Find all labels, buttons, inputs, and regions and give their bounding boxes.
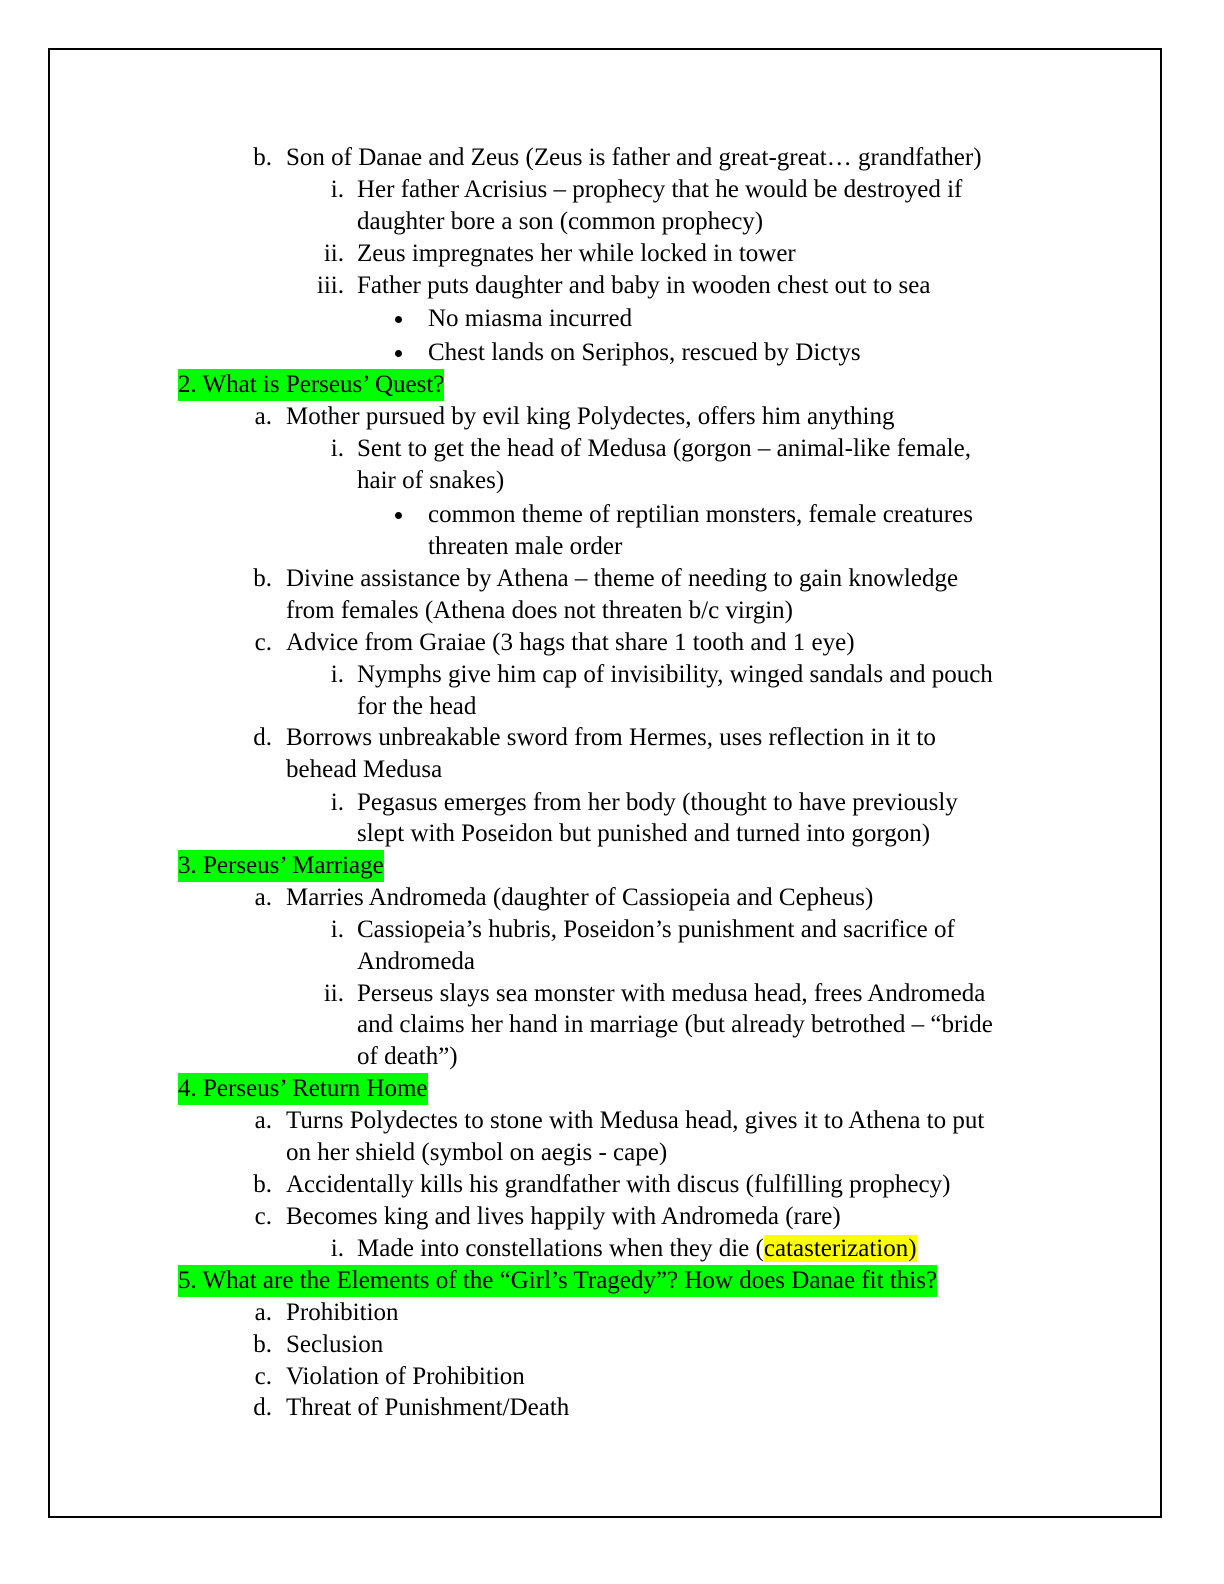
list-item-text-continued: on her shield (symbol on aegis - cape): [286, 1139, 668, 1166]
list-item-text: Son of Danae and Zeus (Zeus is father and great-great… grandfather): [286, 144, 982, 171]
list-item-text-continued: hair of snakes): [357, 467, 505, 494]
list-item-text-continued: daughter bore a son (common prophecy): [357, 208, 764, 235]
list-item-text: Zeus impregnates her while locked in tower: [357, 240, 796, 267]
list-marker: c.: [254, 1203, 272, 1230]
list-item-text: Borrows unbreakable sword from Hermes, uses reflection in it to: [286, 724, 936, 751]
list-item-text: Her father Acrisius – prophecy that he would be destroyed if: [357, 176, 963, 203]
section-heading-5: 5. What are the Elements of the “Girl’s Tragedy”? How does Danae fit this?: [178, 1265, 937, 1297]
list-marker: b.: [253, 1171, 272, 1198]
list-marker: a.: [254, 884, 272, 911]
list-item-text: Turns Polydectes to stone with Medusa head, gives it to Athena to put: [286, 1107, 985, 1134]
list-marker: d.: [253, 724, 272, 751]
list-marker: a.: [254, 1299, 272, 1326]
list-item-text: Advice from Graiae (3 hags that share 1 tooth and 1 eye): [286, 629, 855, 656]
list-item-text-continued: from females (Athena does not threaten b/c virgin): [286, 597, 794, 624]
highlighted-term: catasterization): [763, 1235, 917, 1262]
list-item-text: Nymphs give him cap of invisibility, winged sandals and pouch: [357, 661, 993, 688]
list-item-text: Violation of Prohibition: [286, 1363, 525, 1390]
list-marker: iii.: [316, 272, 344, 299]
list-marker: i.: [330, 176, 344, 203]
list-item-text-continued: of death”): [357, 1043, 458, 1070]
bullet-icon: [395, 512, 402, 519]
list-item-text: Mother pursued by evil king Polydectes, offers him anything: [286, 403, 895, 430]
list-item-text: Pegasus emerges from her body (thought to have previously: [357, 789, 958, 816]
list-item-text: Marries Andromeda (daughter of Cassiopeia and Cepheus): [286, 884, 874, 911]
list-marker: i.: [330, 661, 344, 688]
list-marker: b.: [253, 1331, 272, 1358]
section-heading-2: 2. What is Perseus’ Quest?: [178, 369, 444, 401]
list-item-text: Sent to get the head of Medusa (gorgon – animal-like female,: [357, 435, 971, 462]
list-item-text: No miasma incurred: [428, 305, 633, 332]
list-item-text: common theme of reptilian monsters, female creatures: [428, 501, 973, 528]
bullet-icon: [395, 350, 402, 357]
list-item-text-continued: Andromeda: [357, 948, 476, 975]
list-marker: c.: [254, 1363, 272, 1390]
list-item-text-continued: behead Medusa: [286, 756, 443, 783]
list-marker: b.: [253, 565, 272, 592]
list-item-text: Father puts daughter and baby in wooden chest out to sea: [357, 272, 931, 299]
list-marker: i.: [330, 789, 344, 816]
list-marker: d.: [253, 1394, 272, 1421]
list-item-text: Becomes king and lives happily with Andromeda (rare): [286, 1203, 841, 1230]
list-marker: i.: [330, 1235, 344, 1262]
list-item-text: Accidentally kills his grandfather with discus (fulfilling prophecy): [286, 1171, 951, 1198]
list-marker: ii.: [323, 240, 344, 267]
list-item-text: Threat of Punishment/Death: [286, 1394, 570, 1421]
list-marker: ii.: [323, 980, 344, 1007]
list-item-text-continued: slept with Poseidon but punished and turned into gorgon): [357, 820, 931, 847]
list-marker: c.: [254, 629, 272, 656]
list-marker: a.: [254, 1107, 272, 1134]
list-item-text-continued: for the head: [357, 693, 477, 720]
list-item-text: Perseus slays sea monster with medusa head, frees Andromeda: [357, 980, 986, 1007]
list-marker: b.: [253, 144, 272, 171]
list-item-text-continued: threaten male order: [428, 533, 623, 560]
list-marker: i.: [330, 435, 344, 462]
section-heading-4: 4. Perseus’ Return Home: [178, 1073, 428, 1105]
bullet-icon: [395, 316, 402, 323]
list-item-text: Divine assistance by Athena – theme of needing to gain knowledge: [286, 565, 959, 592]
list-item-text: Chest lands on Seriphos, rescued by Dictys: [428, 339, 861, 366]
list-item-text-plain: Made into constellations when they die (: [357, 1235, 764, 1262]
list-item-text: [357, 1233, 917, 1265]
list-item-text: Cassiopeia’s hubris, Poseidon’s punishment and sacrifice of: [357, 916, 955, 943]
list-item-text: Seclusion: [286, 1331, 384, 1358]
list-item-text-continued: and claims her hand in marriage (but already betrothed – “bride: [357, 1011, 993, 1038]
section-heading-3: 3. Perseus’ Marriage: [178, 850, 384, 882]
list-item-text: Prohibition: [286, 1299, 399, 1326]
list-marker: i.: [330, 916, 344, 943]
list-marker: a.: [254, 403, 272, 430]
